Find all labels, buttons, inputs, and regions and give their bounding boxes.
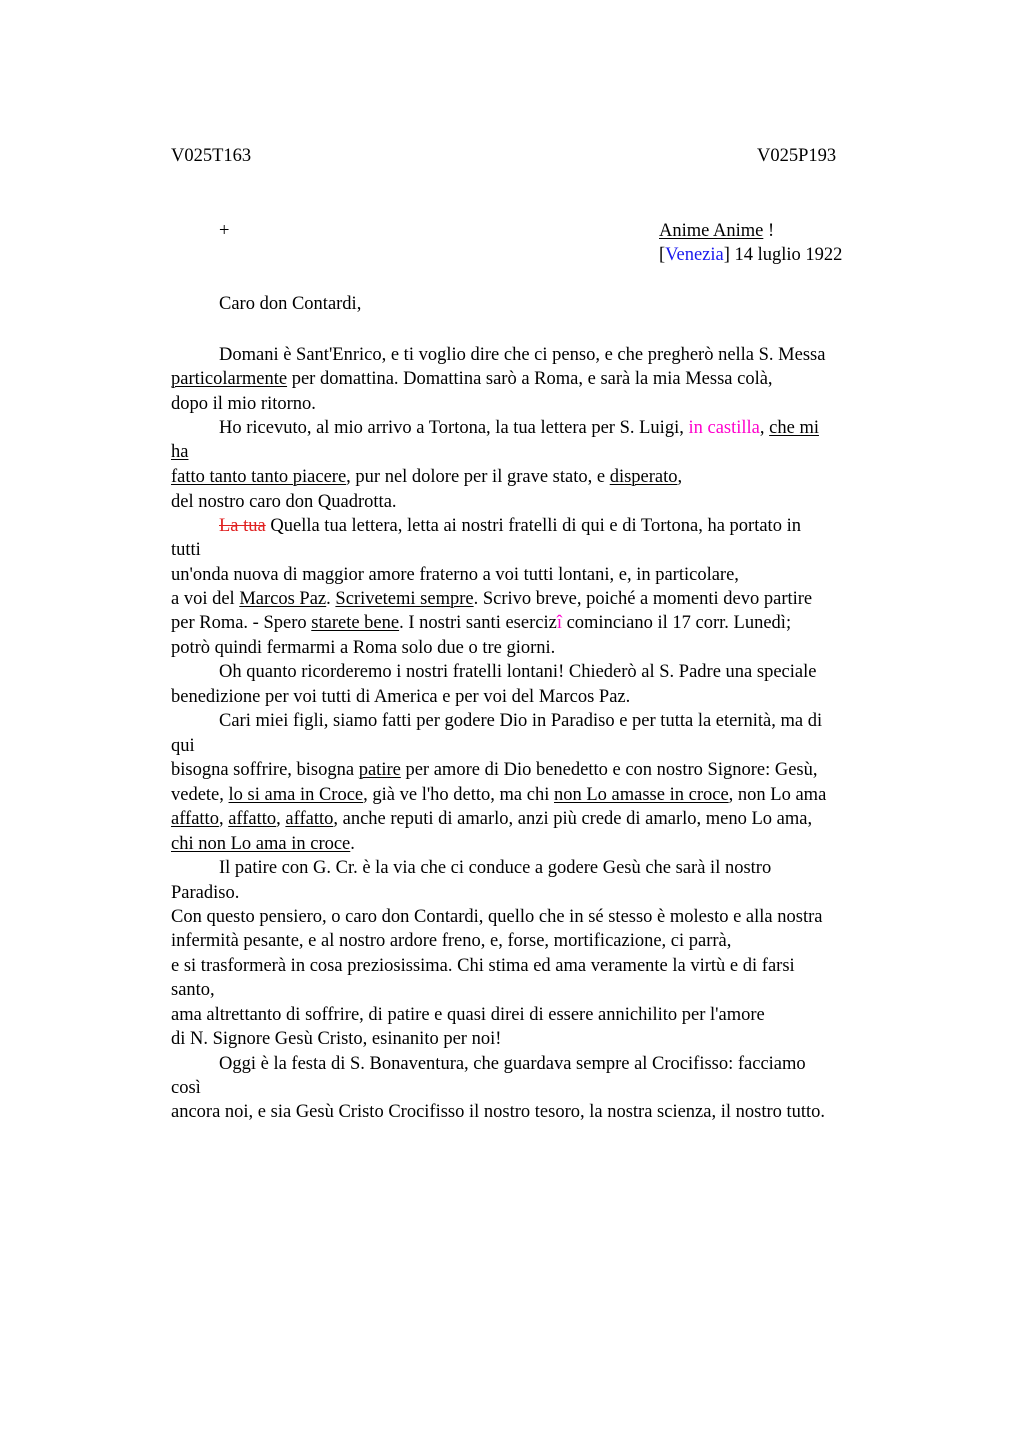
- underlined-text: lo si ama in Croce: [228, 785, 364, 805]
- text-span: ,: [759, 418, 770, 438]
- underlined-text: affatto: [228, 809, 277, 829]
- underlined-text: patire: [358, 760, 401, 780]
- body-line: ama altrettanto di soffrire, di patire e quasi direi di essere annichilito per l'amore: [171, 1005, 765, 1025]
- body-line: dopo il mio ritorno.: [171, 394, 316, 414]
- body-line: Oh quanto ricorderemo i nostri fratelli lontani! Chiederò al S. Padre una speciale: [219, 662, 817, 682]
- salutation: Caro don Contardi,: [219, 294, 362, 314]
- body-line: benedizione per voi tutti di America e per voi del Marcos Paz.: [171, 687, 631, 707]
- highlighted-text: î: [556, 613, 562, 633]
- text-span: ,: [276, 809, 286, 829]
- text-span: a voi del: [171, 589, 240, 609]
- text-span: ,: [677, 467, 683, 487]
- highlighted-text: in castilla: [688, 418, 760, 438]
- underlined-text: Scrivetemi sempre: [335, 589, 474, 609]
- body-line: infermità pesante, e al nostro ardore freno, e, forse, mortificazione, ci parrà,: [171, 931, 732, 951]
- underlined-text: ha: [171, 442, 189, 462]
- motto-text: Anime Anime: [659, 221, 764, 241]
- text-span: Quella tua lettera, letta ai nostri fratelli di qui e di Tortona, ha portato in: [265, 516, 801, 536]
- text-span: cominciano il 17 corr. Lunedì;: [561, 613, 792, 633]
- body-line: santo,: [171, 980, 215, 1000]
- text-span: . Scrivo breve, poiché a momenti devo partire: [473, 589, 813, 609]
- bracket-open: [: [659, 245, 666, 265]
- body-line: di N. Signore Gesù Cristo, esinanito per noi!: [171, 1029, 502, 1049]
- body-line: [171, 587, 812, 611]
- body-line: [171, 440, 188, 464]
- struck-text: La tua: [219, 516, 266, 536]
- text-span: per Roma. - Spero: [171, 613, 312, 633]
- body-line: Paradiso.: [171, 883, 240, 903]
- body-line: [219, 514, 801, 538]
- body-line: [171, 367, 773, 391]
- body-line: Cari miei figli, siamo fatti per godere Dio in Paradiso e per tutta la eternità, ma di: [219, 711, 823, 731]
- body-line: Con questo pensiero, o caro don Contardi, quello che in sé stesso è molesto e alla nostra: [171, 907, 823, 927]
- text-span: ,: [218, 809, 229, 829]
- text-span: , non Lo ama: [728, 785, 827, 805]
- text-span: bisogna soffrire, bisogna: [171, 760, 359, 780]
- date: 14 luglio 1922: [729, 245, 843, 265]
- text-span: per domattina. Domattina sarò a Roma, e sarà la mia Messa colà,: [287, 369, 773, 389]
- body-line: qui: [171, 736, 195, 756]
- body-line: così: [171, 1078, 201, 1098]
- cross-mark: +: [219, 221, 230, 241]
- text-span: , già ve l'ho detto, ma chi: [363, 785, 554, 805]
- body-line: del nostro caro don Quadrotta.: [171, 492, 397, 512]
- body-line: [219, 416, 819, 440]
- body-line: [171, 832, 355, 856]
- text-span: , anche reputi di amarlo, anzi più crede di amarlo, meno Lo ama,: [333, 809, 813, 829]
- body-line: ancora noi, e sia Gesù Cristo Crocifisso il nostro tesoro, la nostra scienza, il nostro tutto.: [171, 1102, 826, 1122]
- underlined-text: particolarmente: [171, 369, 288, 389]
- body-line: [171, 611, 791, 635]
- underlined-text: starete bene: [311, 613, 400, 633]
- body-line: Il patire con G. Cr. è la via che ci conduce a godere Gesù che sarà il nostro: [219, 858, 772, 878]
- underlined-text: che mi: [769, 418, 819, 438]
- place-date: [659, 245, 842, 266]
- body-line: [171, 783, 826, 807]
- document-code-right: V025P193: [757, 146, 837, 166]
- bracket-close: ]: [723, 245, 730, 265]
- underlined-text: chi non Lo ama in croce: [171, 834, 351, 854]
- body-line: un'onda nuova di maggior amore fraterno a voi tutti lontani, e, in particolare,: [171, 565, 739, 585]
- body-line: Oggi è la festa di S. Bonaventura, che guardava sempre al Crocifisso: facciamo: [219, 1054, 806, 1074]
- text-span: .: [326, 589, 336, 609]
- text-span: per amore di Dio benedetto e con nostro Signore: Gesù,: [400, 760, 818, 780]
- underlined-text: non Lo amasse in croce: [554, 785, 729, 805]
- text-span: Ho ricevuto, al mio arrivo a Tortona, la tua lettera per S. Luigi,: [219, 418, 689, 438]
- body-line: [171, 807, 812, 831]
- place-name: Venezia: [665, 245, 724, 265]
- underlined-text: affatto: [285, 809, 334, 829]
- underlined-text: fatto tanto tanto piacere: [171, 467, 347, 487]
- underlined-text: disperato: [609, 467, 678, 487]
- text-span: , pur nel dolore per il grave stato, e: [346, 467, 610, 487]
- underlined-text: Marcos Paz: [239, 589, 327, 609]
- motto-excl: !: [763, 221, 775, 241]
- text-span: . I nostri santi eserciz: [399, 613, 557, 633]
- body-line: [171, 465, 682, 489]
- body-line: potrò quindi fermarmi a Roma solo due o tre giorni.: [171, 638, 556, 658]
- body-line: Domani è Sant'Enrico, e ti voglio dire che ci penso, e che pregherò nella S. Messa: [219, 345, 826, 365]
- body-line: tutti: [171, 540, 201, 560]
- text-span: .: [350, 834, 355, 854]
- underlined-text: affatto: [171, 809, 219, 829]
- body-line: [171, 758, 818, 782]
- document-code-left: V025T163: [171, 146, 252, 166]
- body-line: e si trasformerà in cosa preziosissima. Chi stima ed ama veramente la virtù e di farsi: [171, 956, 795, 976]
- text-span: vedete,: [171, 785, 229, 805]
- motto: [659, 221, 774, 242]
